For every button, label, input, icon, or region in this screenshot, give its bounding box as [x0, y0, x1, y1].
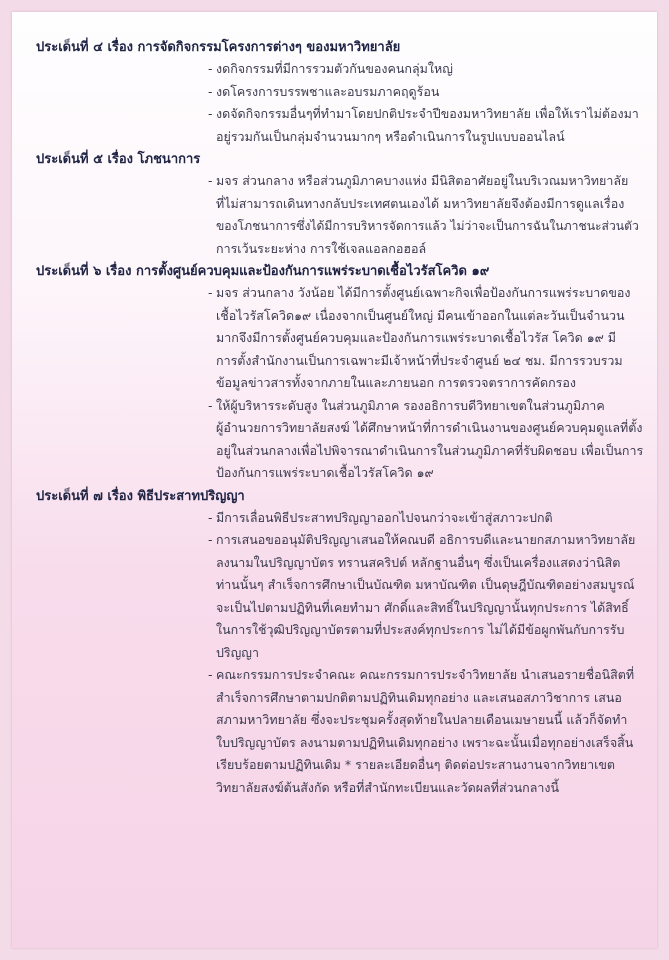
bullet-line: ข้อมูลข่าวสารทั้งจากภายในและภายนอก การตรวจตราการคัดกรอง [216, 375, 576, 390]
bullet-item [208, 170, 648, 260]
document-content [36, 38, 648, 801]
bullet-line: ป้องกันการแพร่ระบาดเชื้อไวรัสโควิด ๑๙ [216, 465, 434, 480]
bullet-item [208, 103, 648, 148]
bullet-line: ของโภชนาการซึ่งได้มีการบริหารจัดการแล้ว ไม่ว่าจะเป็นการฉันในภาชนะส่วนตัว [216, 219, 639, 233]
bullet-item [208, 529, 648, 664]
bullet-line: ท่านนั้นๆ สำเร็จการศึกษาเป็นบัณฑิต มหาบัณฑิต เป็นดุษฎีบัณฑิตอย่างสมบูรณ์ [216, 577, 635, 592]
bullet-list [36, 507, 648, 800]
bullet-line: เรียบร้อยตามปฏิทินเดิม * รายละเอียดอื่นๆ ติดต่อประสานงานจากวิทยาเขต [216, 757, 616, 772]
bullet-line: - งดโครงการบรรพชาและอบรมภาคฤดูร้อน [216, 83, 440, 99]
bullet-line: เชื้อไวรัสโควิด๑๙ เนื่องจากเป็นศูนย์ใหญ่ มีคนเข้าออกในแต่ละวันเป็นจำนวน [216, 307, 625, 323]
bullet-line: ผู้อำนวยการวิทยาลัยสงฆ์ ได้ศึกษาหน้าที่การดำเนินงานของศูนย์ควบคุมดูแลที่ตั้ง [216, 420, 643, 435]
bullet-line: อยู่รวมกันเป็นกลุ่มจำนวนมากๆ หรือดำเนินการในรูปแบบออนไลน์ [216, 128, 565, 144]
document-page [12, 12, 657, 948]
bullet-item [208, 282, 648, 395]
section-heading: ประเด็นที่ ๗ เรื่อง พิธีประสาทปริญญา [36, 488, 245, 504]
bullet-line: - มีการเลื่อนพิธีประสาทปริญญาออกไปจนกว่าจะเข้าสู่สภาวะปกติ [216, 509, 553, 525]
bullet-line: วิทยาลัยสงฆ์ต้นสังกัด หรือที่สำนักทะเบียนและวัดผลที่ส่วนกลางนี้ [216, 779, 560, 795]
bullet-line: ปริญญา [216, 644, 259, 660]
bullet-item [208, 507, 648, 530]
bullet-line: การตั้งสำนักงานเป็นการเฉพาะมีเจ้าหน้าที่ประจำศูนย์ ๒๔ ชม. มีการรวบรวม [216, 352, 623, 368]
bullet-line: ใบปริญญาบัตร ลงนามตามปฏิทินเดิมทุกอย่าง เพราะฉะนั้นเมื่อทุกอย่างเสร็จสิ้น [216, 734, 634, 750]
bullet-item [208, 395, 648, 485]
bullet-line: - การเสนอขออนุมัติปริญญาเสนอให้คณบดี อธิการบดีและนายกสภามหาวิทยาลัย [216, 532, 636, 547]
bullet-line: - คณะกรรมการประจำคณะ คณะกรรมการประจำวิทยาลัย นำเสนอรายชื่อนิสิตที่ [216, 667, 635, 682]
section-heading: ประเด็นที่ ๔ เรื่อง การจัดกิจกรรมโครงการต่างๆ ของมหาวิทยาลัย [36, 40, 401, 55]
bullet-line: จะเป็นไปตามปฏิทินที่เคยทำมา ศักดิ์และสิทธิ์ในปริญญานั้นทุกประการ ได้สิทธิ์ [216, 599, 629, 615]
bullet-line: - มจร ส่วนกลาง หรือส่วนภูมิภาคบางแห่ง มีนิสิตอาศัยอยู่ในบริเวณมหาวิทยาลัย [216, 173, 629, 188]
bullet-line: สภามหาวิทยาลัย ซึ่งจะประชุมครั้งสุดท้ายในปลายเดือนเมษายนนี้ แล้วก็จัดทำ [216, 712, 628, 727]
bullet-list [36, 170, 648, 260]
bullet-line: สำเร็จการศึกษาตามปกติตามปฏิทินเดิมทุกอย่าง และเสนอสภาวิชาการ เสนอ [216, 689, 622, 705]
bullet-line: ที่ไม่สามารถเดินทางกลับประเทศตนเองได้ มหาวิทยาลัยจึงต้องมีการดูแลเรื่อง [216, 195, 625, 211]
bullet-item [208, 81, 648, 104]
section-5 [36, 150, 648, 260]
section-7 [36, 487, 648, 800]
bullet-list [36, 282, 648, 485]
bullet-item [208, 58, 648, 81]
section-6 [36, 262, 648, 485]
bullet-line: มากจึงมีการตั้งศูนย์ควบคุมและป้องกันการแพร่ระบาดเชื้อไวรัส โควิด ๑๙ มี [216, 330, 617, 345]
bullet-line: ในการใช้วุฒิปริญญาบัตรตามที่ประสงค์ทุกประการ ไม่ได้มีข้อผูกพันกับการรับ [216, 622, 625, 637]
bullet-list [36, 58, 648, 148]
section-heading: ประเด็นที่ ๕ เรื่อง โภชนาการ [36, 152, 201, 167]
section-4 [36, 38, 648, 148]
bullet-line: - มจร ส่วนกลาง วังน้อย ได้มีการตั้งศูนย์เฉพาะกิจเพื่อป้องกันการแพร่ระบาดของ [216, 285, 631, 300]
bullet-line: - งดจัดกิจกรรมอื่นๆที่ทำมาโดยปกติประจำปีของมหาวิทยาลัย เพื่อให้เราไม่ต้องมา [216, 106, 639, 121]
bullet-line: การเว้นระยะห่าง การใช้เจลแอลกอฮอล์ [216, 240, 427, 256]
bullet-line: ลงนามในปริญญาบัตร ทรานสคริปต์ หลักฐานอื่นๆ ซึ่งเป็นเครื่องแสดงว่านิสิต [216, 554, 621, 570]
bullet-line: อยู่ในส่วนกลางเพื่อไปพิจารณาดำเนินการในส่วนภูมิภาคที่รับผิดชอบ เพื่อเป็นการ [216, 442, 644, 458]
section-heading: ประเด็นที่ ๖ เรื่อง การตั้งศูนย์ควบคุมและป้องกันการแพร่ระบาดเชื้อไวรัสโควิด ๑๙ [36, 264, 490, 279]
bullet-line: - ให้ผู้บริหารระดับสูง ในส่วนภูมิภาค รองอธิการบดีวิทยาเขตในส่วนภูมิภาค [216, 397, 605, 413]
bullet-item [208, 664, 648, 799]
bullet-line: - งดกิจกรรมที่มีการรวมตัวกันของคนกลุ่มใหญ่ [216, 61, 453, 76]
